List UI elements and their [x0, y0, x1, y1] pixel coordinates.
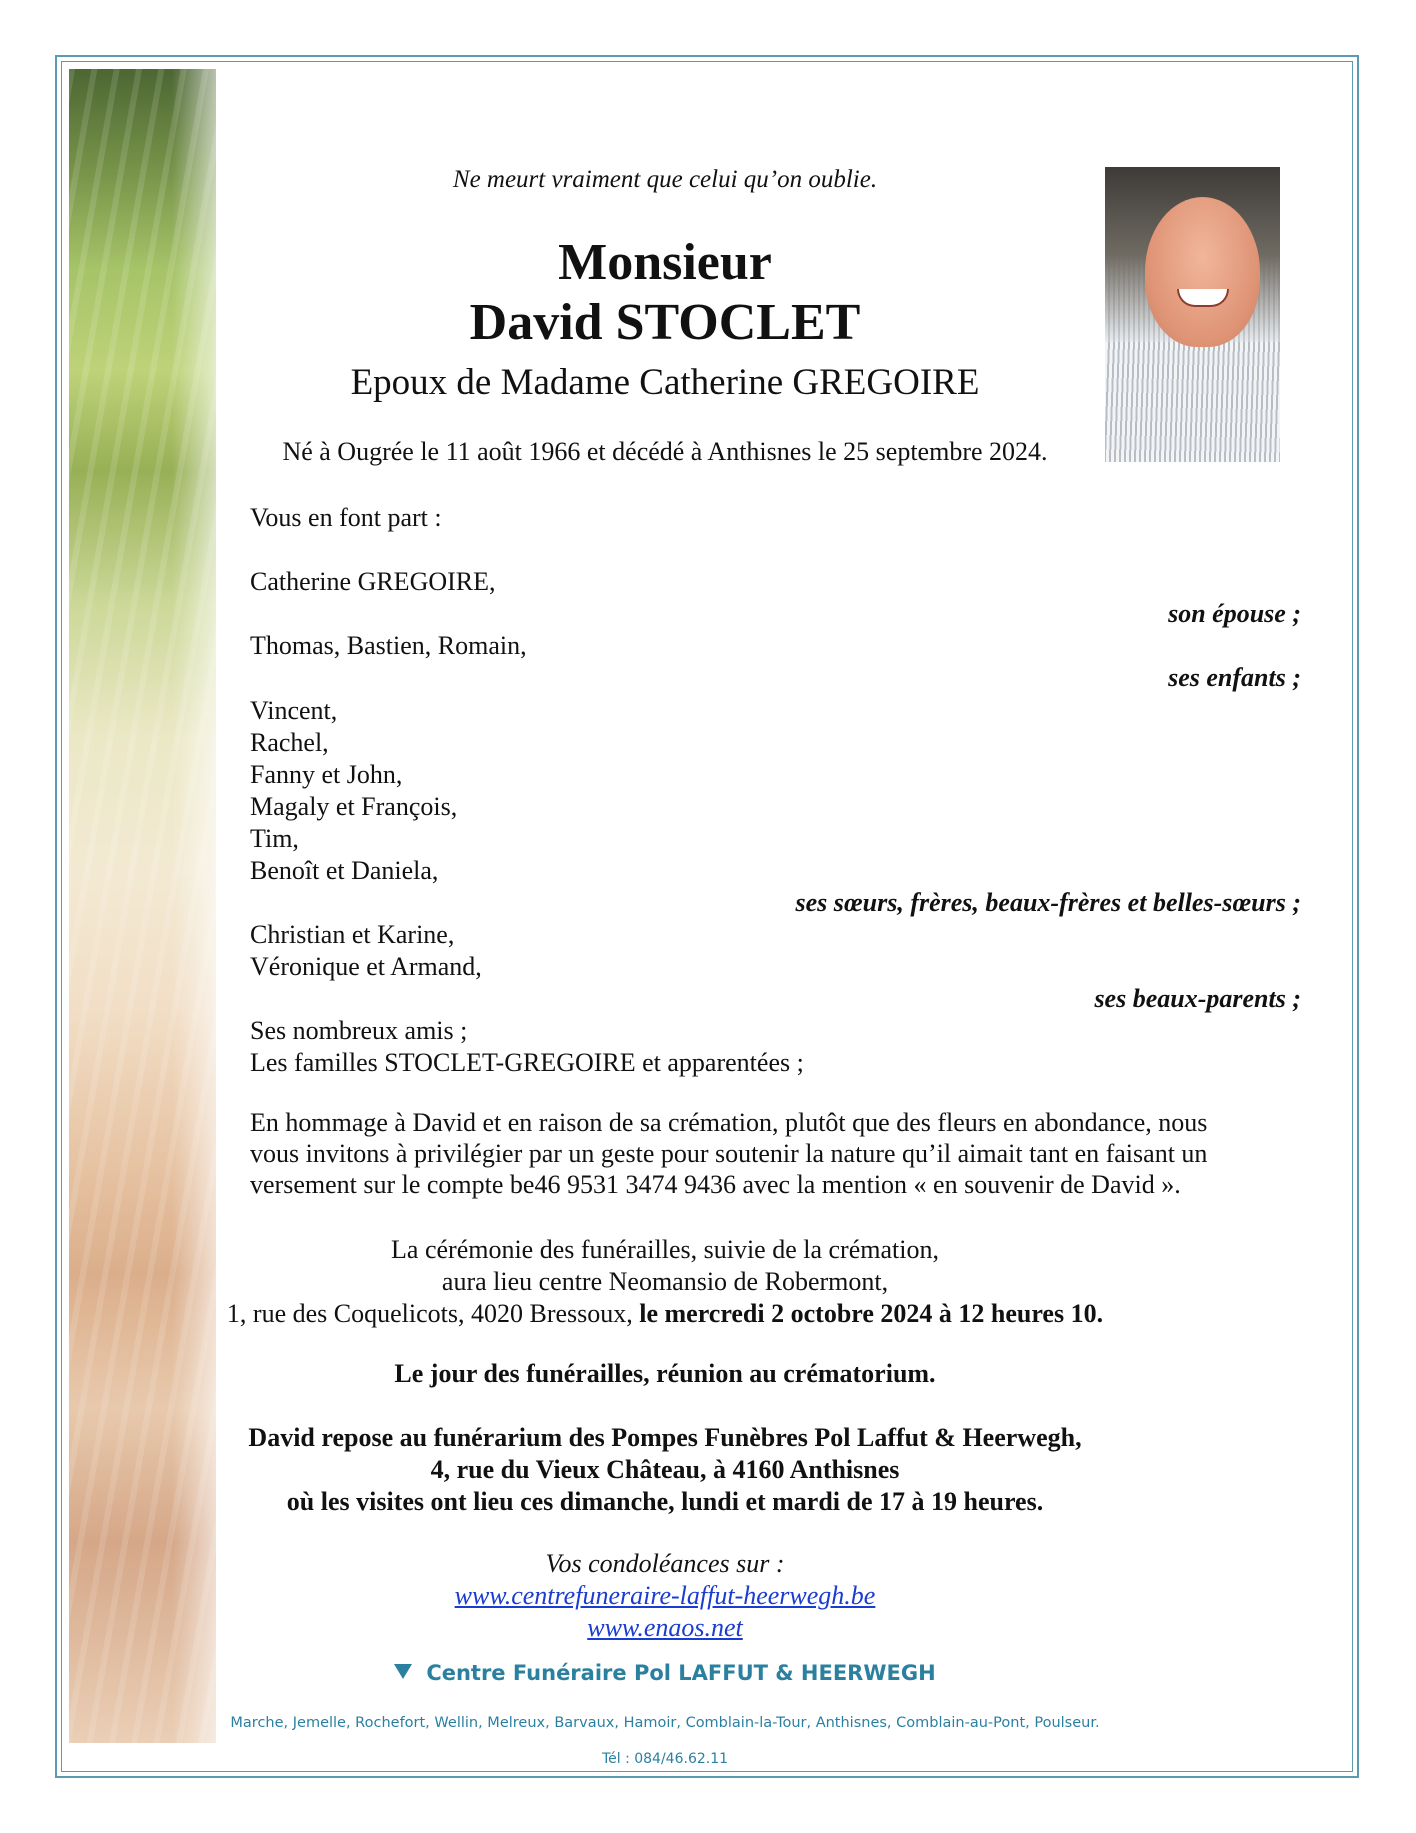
announce-line: Vous en font part :	[250, 503, 442, 532]
family-name: Tim,	[250, 824, 299, 853]
ceremony-address: 1, rue des Coquelicots, 4020 Bressoux,	[226, 1299, 640, 1328]
company-phone: Tél : 084/46.62.11	[601, 1751, 729, 1767]
family-relation: ses beaux-parents ;	[1094, 984, 1301, 1013]
family-name: Véronique et Armand,	[250, 952, 482, 981]
quote: Ne meurt vraiment que celui qu’on oublie.	[452, 166, 878, 193]
funerarium-line: 4, rue du Vieux Château, à 4160 Anthisnes	[430, 1455, 900, 1484]
family-relation: son épouse ;	[1168, 599, 1301, 628]
deceased-name: David STOCLET	[469, 294, 861, 351]
family-name: Catherine GREGOIRE,	[250, 567, 496, 596]
hommage-line: En hommage à David et en raison de sa crémation, plutôt que des fleurs en abondance, nous	[250, 1108, 1208, 1137]
company-locations: Marche, Jemelle, Rochefort, Wellin, Melreux, Barvaux, Hamoir, Comblain-la-Tour, Anthisnes, Comblain-au-Pont, Poulseur.	[230, 1715, 1100, 1731]
ceremony-line: La cérémonie des funérailles, suivie de la crémation,	[391, 1235, 939, 1264]
ceremony-block	[200, 1234, 1130, 1330]
spouse-line: Epoux de Madame Catherine GREGOIRE	[350, 362, 980, 403]
family-name: Rachel,	[250, 728, 329, 757]
forest-path-image	[69, 69, 216, 1743]
others-line: Les familles STOCLET-GREGOIRE et apparentées ;	[250, 1048, 804, 1077]
family-relation: ses sœurs, frères, beaux-frères et belles-sœurs ;	[795, 888, 1301, 917]
condolences-block	[200, 1548, 1130, 1644]
reunion-line: Le jour des funérailles, réunion au crématorium.	[394, 1359, 936, 1388]
portrait-photo	[1105, 167, 1280, 462]
title-honorific: Monsieur	[558, 234, 772, 291]
others-line: Ses nombreux amis ;	[250, 1016, 468, 1045]
funerarium-line: où les visites ont lieu ces dimanche, lundi et mardi de 17 à 19 heures.	[286, 1487, 1044, 1516]
family-name: Vincent,	[250, 696, 338, 725]
triangle-down-icon	[394, 1664, 412, 1679]
hommage-line: vous invitons à privilégier par un geste pour soutenir la nature qu’il aimait tant en faisant un	[250, 1139, 1208, 1168]
hommage-line: versement sur le compte be46 9531 3474 9436 avec la mention « en souvenir de David ».	[250, 1170, 1181, 1199]
family-name: Thomas, Bastien, Romain,	[250, 631, 527, 660]
ceremony-line: aura lieu centre Neomansio de Robermont,	[441, 1267, 889, 1296]
family-name: Benoît et Daniela,	[250, 856, 439, 885]
condolences-label: Vos condoléances sur :	[545, 1549, 785, 1578]
condolences-link-laffut[interactable]: www.centrefuneraire-laffut-heerwegh.be	[454, 1581, 876, 1610]
funerarium-block	[200, 1422, 1130, 1518]
condolences-link-enaos[interactable]: www.enaos.net	[587, 1613, 743, 1642]
family-relation: ses enfants ;	[1168, 663, 1301, 692]
family-name: Christian et Karine,	[250, 920, 455, 949]
ceremony-date: le mercredi 2 octobre 2024 à 12 heures 10.	[639, 1299, 1104, 1328]
funerarium-line: David repose au funérarium des Pompes Funèbres Pol Laffut & Heerwegh,	[248, 1423, 1082, 1452]
family-name: Fanny et John,	[250, 760, 403, 789]
hommage-paragraph	[250, 1107, 1300, 1200]
ceremony-line	[200, 1298, 1130, 1330]
family-name: Magaly et François,	[250, 792, 458, 821]
company-name: Centre Funéraire Pol LAFFUT & HEERWEGH	[200, 1661, 1130, 1685]
birth-death-line: Né à Ougrée le 11 août 1966 et décédé à Anthisnes le 25 septembre 2024.	[282, 437, 1048, 466]
